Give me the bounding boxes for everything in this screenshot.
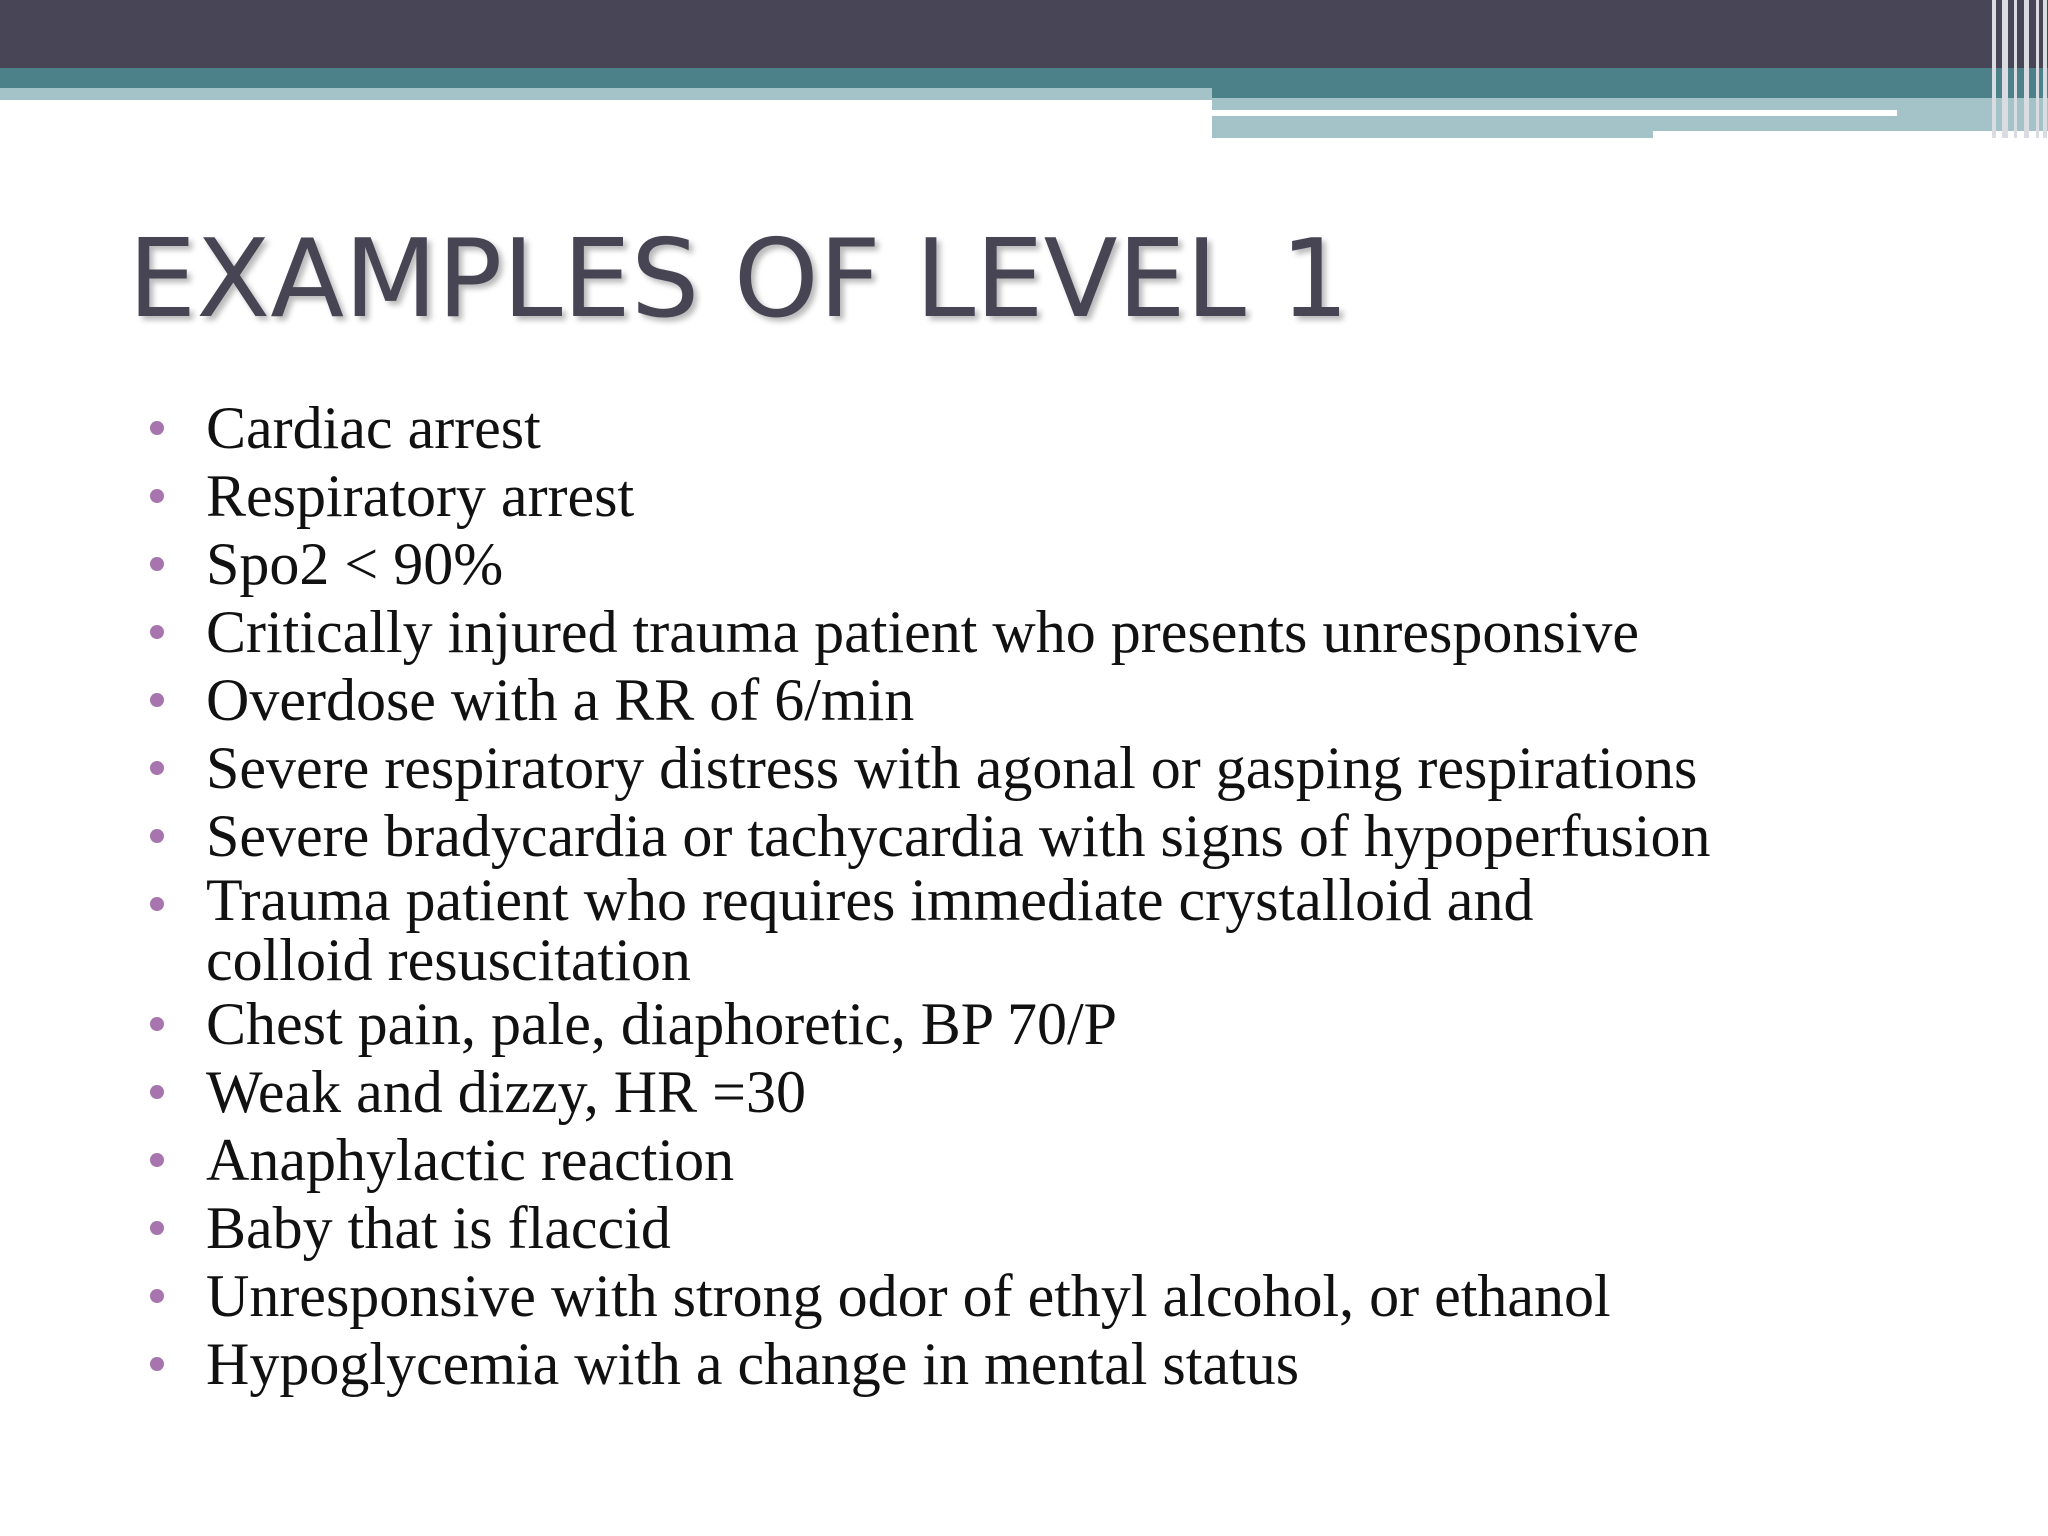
bullet-item: [148, 598, 2008, 666]
bullet-marker-icon: [150, 421, 164, 435]
slide-title: EXAMPLES OF LEVEL 1: [128, 217, 1349, 342]
bullet-item: [148, 394, 2008, 462]
bullet-text: Weak and dizzy, HR =30: [206, 1059, 806, 1125]
header-band-dark: [0, 0, 2048, 68]
bullet-marker-icon: [150, 625, 164, 639]
bullet-item: [148, 1126, 2008, 1194]
bullet-marker-icon: [150, 1289, 164, 1303]
bullet-marker-icon: [150, 1017, 164, 1031]
bullet-marker-icon: [150, 761, 164, 775]
bullet-item: [148, 1058, 2008, 1126]
bullet-text: Severe bradycardia or tachycardia with signs of hypoperfusion: [206, 803, 1711, 869]
bullet-text: Anaphylactic reaction: [206, 1127, 735, 1193]
bullet-text: Hypoglycemia with a change in mental status: [206, 1331, 1300, 1397]
bullet-item: [148, 1194, 2008, 1262]
bullet-item: [148, 1330, 2008, 1398]
bullet-text: Severe respiratory distress with agonal or gasping respirations: [206, 735, 1698, 801]
bullet-marker-icon: [150, 693, 164, 707]
bullet-text: Critically injured trauma patient who presents unresponsive: [206, 599, 1639, 665]
bullet-item: [148, 990, 2008, 1058]
header-band-teal-right: [1212, 68, 2048, 98]
bullet-marker-icon: [150, 1357, 164, 1371]
bullet-marker-icon: [150, 897, 164, 911]
bullet-marker-icon: [150, 489, 164, 503]
bullet-item: [148, 867, 2008, 993]
bullet-text: Baby that is flaccid: [206, 1195, 671, 1261]
header-band-light: [0, 88, 1212, 100]
header-band-teal: [0, 68, 1212, 88]
bullet-item: [148, 462, 2008, 530]
bullet-item: [148, 1262, 2008, 1330]
bullet-marker-icon: [150, 557, 164, 571]
header-divider-line: [1212, 110, 1897, 116]
bullet-item: [148, 802, 2008, 870]
bullet-text: Chest pain, pale, diaphoretic, BP 70/P: [206, 991, 1117, 1057]
bullet-marker-icon: [150, 1221, 164, 1235]
bullet-marker-icon: [150, 1153, 164, 1167]
bullet-item: [148, 530, 2008, 598]
bullet-marker-icon: [150, 829, 164, 843]
bullet-item: [148, 734, 2008, 802]
bullet-text: Trauma patient who requires immediate crystalloid and colloid resuscitation: [206, 867, 1534, 993]
bullet-marker-icon: [150, 1085, 164, 1099]
bullet-text: Cardiac arrest: [206, 395, 541, 461]
bullet-list: [148, 394, 2008, 1398]
bullet-item: [148, 666, 2008, 734]
header-stripes: [1988, 0, 2048, 138]
bullet-text: Unresponsive with strong odor of ethyl alcohol, or ethanol: [206, 1263, 1611, 1329]
bullet-text: Spo2 < 90%: [206, 531, 504, 597]
bullet-text: Respiratory arrest: [206, 463, 635, 529]
bullet-text: Overdose with a RR of 6/min: [206, 667, 915, 733]
